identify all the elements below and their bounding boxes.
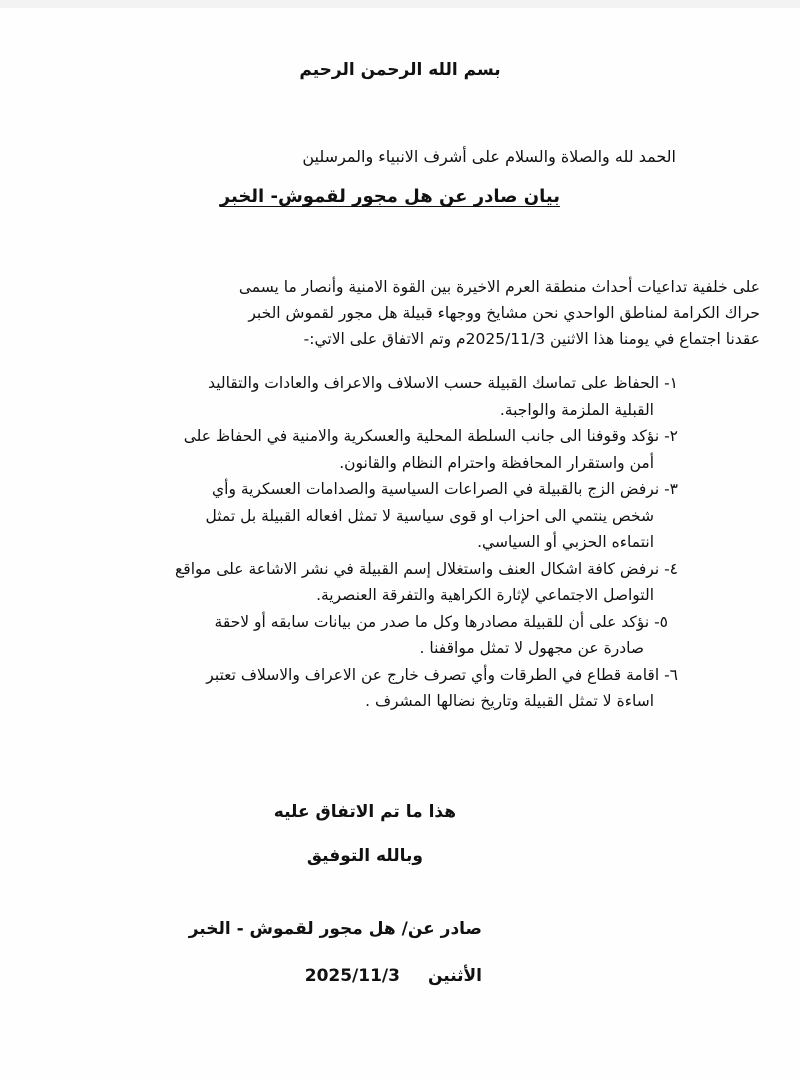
item-first-line bbox=[118, 662, 678, 689]
item-separator: - bbox=[659, 480, 670, 498]
item-continuation-line: التواصل الاجتماعي لإثارة الكراهية والتفرقة العنصرية. bbox=[316, 586, 654, 604]
item-first-line bbox=[118, 556, 678, 583]
statement-title: بيان صادر عن هل مجور لقموش- الخبر bbox=[219, 186, 560, 207]
item-number: ١ bbox=[669, 374, 678, 392]
signature-day: الأثنين bbox=[427, 966, 482, 986]
intro-line: على خلفية تداعيات أحداث منطقة العرم الاخيرة بين القوة الامنية وأنصار ما يسمى bbox=[238, 278, 760, 296]
item-text: نؤكد وقوفنا الى جانب السلطة المحلية والعسكرية والامنية في الحفاظ على bbox=[183, 427, 660, 445]
item-first-line bbox=[118, 423, 678, 450]
intro-paragraph bbox=[40, 274, 760, 352]
item-first-line bbox=[118, 370, 678, 397]
item-number: ٢ bbox=[669, 427, 678, 445]
agreement-item-2 bbox=[118, 423, 678, 476]
signature-date: 2025/11/3 bbox=[304, 966, 400, 986]
intro-line: حراك الكرامة لمناطق الواحدي نحن مشايخ ووجهاء قبيلة هل مجور لقموش الخبر bbox=[248, 304, 760, 322]
item-continuation-line: شخص ينتمي الى احزاب او قوى سياسية لا تمثل افعاله القبيلة بل تمثل bbox=[205, 506, 654, 525]
item-number: ٥ bbox=[659, 612, 668, 631]
item-continuation-line: انتماءه الحزبي أو السياسي. bbox=[477, 533, 654, 551]
item-number: ٤ bbox=[669, 559, 678, 578]
agreement-item-6 bbox=[118, 662, 678, 715]
agreement-item-5 bbox=[118, 609, 678, 662]
item-text: نؤكد على أن للقبيلة مصادرها وكل ما صدر من بيانات سابقه أو لاحقة bbox=[214, 612, 650, 631]
issued-by-line: صادر عن/ هل مجور لقموش - الخبر bbox=[188, 919, 482, 939]
item-first-line bbox=[118, 476, 678, 503]
intro-line: عقدنا اجتماع في يومنا هذا الاثنين 2025/11/3م وتم الاتفاق على الاتي:- bbox=[303, 330, 760, 348]
agreement-item-4 bbox=[118, 556, 678, 609]
item-text: اقامة قطاع في الطرقات وأي تصرف خارج عن الاعراف والاسلاف تعتبر bbox=[206, 665, 660, 684]
page-top-edge bbox=[0, 0, 800, 8]
agreement-item-3 bbox=[118, 476, 678, 556]
item-continuation-line: أمن واستقرار المحافظة واحترام النظام والقانون. bbox=[339, 453, 654, 472]
item-continuation-line: صادرة عن مجهول لا تمثل مواقفنا . bbox=[419, 639, 644, 657]
agreement-item-1 bbox=[118, 370, 678, 423]
item-separator: - bbox=[659, 559, 670, 578]
basmala-heading: بسم الله الرحمن الرحيم bbox=[299, 60, 501, 80]
item-number: ٣ bbox=[669, 480, 678, 498]
item-text: الحفاظ على تماسك القبيلة حسب الاسلاف والاعراف والعادات والتقاليد bbox=[208, 374, 660, 392]
item-separator: - bbox=[649, 612, 660, 631]
praise-line: الحمد لله والصلاة والسلام على أشرف الانبياء والمرسلين bbox=[302, 147, 676, 166]
item-separator: - bbox=[659, 374, 670, 392]
signature-date-row bbox=[189, 953, 482, 1000]
signature-block bbox=[189, 906, 482, 1000]
item-separator: - bbox=[659, 427, 670, 445]
closing-agreement-line: هذا ما تم الاتفاق عليه bbox=[273, 802, 456, 822]
item-number: ٦ bbox=[669, 665, 678, 684]
item-text: نرفض كافة اشكال العنف واستغلال إسم القبيلة في نشر الاشاعة على مواقع bbox=[175, 559, 660, 578]
closing-block bbox=[274, 790, 456, 878]
item-continuation-line: اساءة لا تمثل القبيلة وتاريخ نضالها المشرف . bbox=[365, 692, 654, 710]
item-text: نرفض الزج بالقبيلة في الصراعات السياسية والصدامات العسكرية وأي bbox=[212, 480, 660, 498]
item-first-line bbox=[118, 609, 668, 636]
agreement-items-list bbox=[118, 370, 678, 715]
item-separator: - bbox=[659, 665, 670, 684]
closing-blessing-line: وبالله التوفيق bbox=[306, 846, 423, 866]
item-continuation-line: القبلية الملزمة والواجبة. bbox=[499, 400, 654, 419]
